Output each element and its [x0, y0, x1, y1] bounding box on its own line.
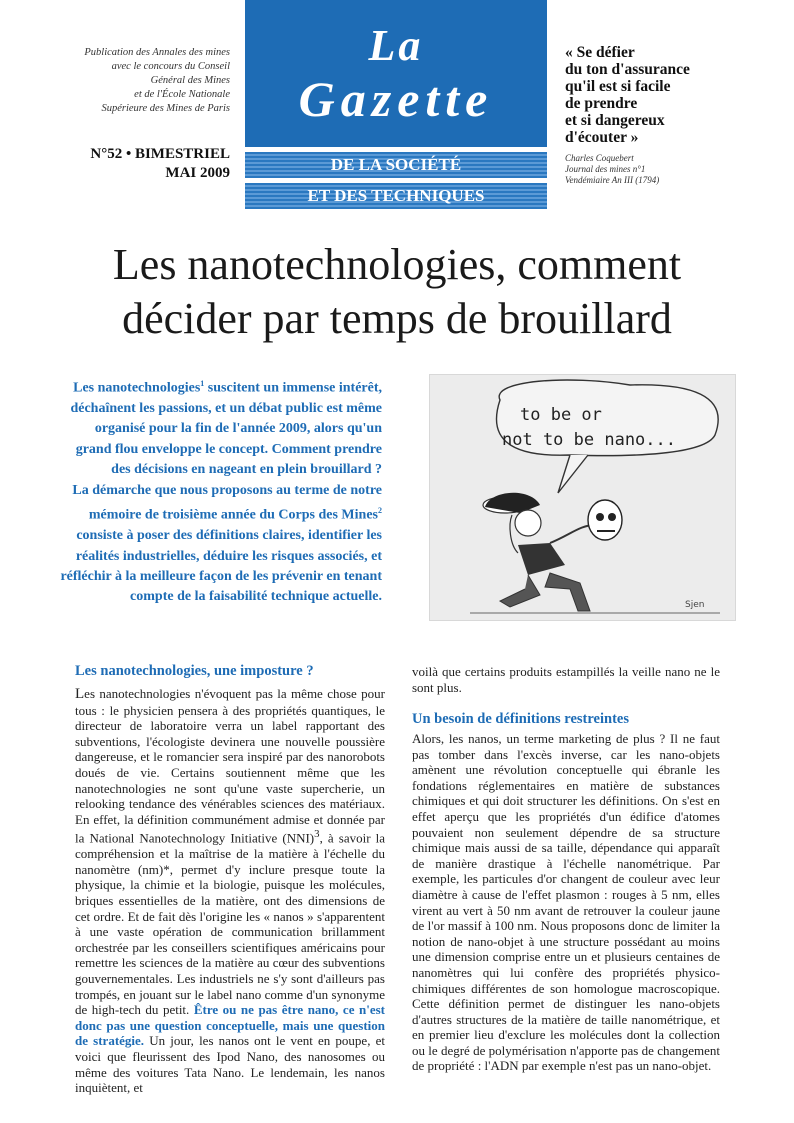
masthead-title-la: La: [368, 21, 424, 70]
publisher-credits: [60, 46, 230, 116]
publisher-line: avec le concours du Conseil: [111, 61, 230, 72]
epigraph-line: « Se défier: [565, 44, 635, 61]
skull-eye: [608, 513, 616, 521]
headline-line: Les nanotechnologies, comment: [112, 240, 682, 289]
speech-bubble-tail: [558, 455, 588, 493]
face: [515, 510, 541, 536]
epigraph-quote: [565, 44, 765, 146]
skull-eye: [596, 513, 604, 521]
leg-back: [500, 575, 540, 607]
section1-emphasis: Être ou ne pas être nano, ce n'est donc pas une question conceptuelle, mais une question de stratégie.: [75, 1002, 385, 1049]
epigraph-line: de prendre: [565, 95, 638, 112]
masthead-title-block: [245, 0, 547, 147]
section-title-definitions: Un besoin de définitions restreintes: [412, 711, 629, 727]
issue-date: MAI 2009: [165, 165, 230, 181]
lead-paragraph-2-end: consiste à poser des définitions claires, identifier les réalités industrielles, déduire les risques associés, et réfléchir à la meilleure façon de les prévenir en tenant compte de la faisabilité technique actuelle.: [60, 528, 382, 605]
masthead-subtitle-1: DE LA SOCIÉTÉ: [245, 152, 547, 178]
arm: [550, 525, 595, 543]
masthead-subtitle-2: ET DES TECHNIQUES: [245, 183, 547, 209]
article-headline: [40, 238, 754, 346]
leg-front: [545, 573, 590, 611]
section-body-imposture: [75, 686, 385, 1096]
cartoon-drawing: [430, 375, 735, 620]
epigraph-source-line: Charles Coquebert: [565, 153, 634, 163]
epigraph-line: du ton d'assurance: [565, 61, 690, 78]
footnote-ref: 3: [314, 828, 320, 841]
epigraph-source: [565, 153, 765, 186]
torso: [518, 543, 565, 575]
speech-line-2: not to be nano...: [502, 430, 676, 450]
epigraph-line: qu'il est si facile: [565, 78, 671, 95]
publisher-line: Supérieure des Mines de Paris: [101, 103, 230, 114]
cartoon-illustration: [429, 374, 736, 621]
drop-cap: L: [75, 686, 85, 702]
article-lead: [60, 374, 382, 608]
epigraph-source-line: Vendémiaire An III (1794): [565, 175, 660, 185]
section-body-definitions: Alors, les nanos, un terme marketing de plus ? Il ne faut pas tomber dans l'excès inverse, car les nano-objets amènent une révolution conceptuelle qui ébranle les fondations réglementaires en matière de substances chimiques et qui doit structurer les définitions. On s'est en effet aperçu que les propriétés d'un édifice d'atomes pouvaient non seulement dépendre de sa structure chimique mais aussi de sa taille, dépendance qui apparaît de manière drastique à l'échelle nanométrique. Par exemple, les particules d'or changent de couleur avec leur diamètre à cause de l'effet plasmon : rouges à 5 nm, elles virent au vert à 50 nm avant de retrouver la couleur jaune de l'or massif à 100 nm. Nous proposons donc de limiter la notion de nano-objet à une structure possédant au moins une dimension comprise entre un et plusieurs centaines de nanomètres qui lui confère des propriétés physico-chimiques différentes de son homologue macroscopique. Cette définition permet de distinguer les nano-objets d'autres structures de la matière de taille nanométrique, et en premier lieu d'exclure les molécules dont la collection ou le degré de polymérisation n'apporte pas de changement de propriété : l'ADN par exemple n'est pas un nano-objet.: [412, 731, 720, 1074]
publisher-line: et de l'École Nationale: [134, 89, 230, 100]
lead-start: Les nanotechnologies: [73, 380, 201, 396]
speech-line-1: to be or: [520, 405, 602, 425]
section-title-imposture: Les nanotechnologies, une imposture ?: [75, 663, 314, 679]
skull: [588, 500, 622, 540]
epigraph-source-line: Journal des mines n°1: [565, 164, 646, 174]
lead-paragraph-1: suscitent un immense intérêt, déchaînent les passions, et un débat public est même organisé pour la fin de l'année 2009, alors qu'un grand flou enveloppe le concept. Comment prendre des décisions en nageant en plein brouillard ?: [70, 380, 382, 478]
cartoon-signature: Sjen: [685, 600, 705, 610]
section1-text-a: es nanotechnologies n'évoquent pas la même chose pour tous : le physicien pensera à des propriétés quantiques, le directeur de laboratoire verra un label rapportant des subventions, l'écologiste devinera une nouvelle poussière dangereuse, et le romancier sera inspiré par des nanorobots doués de vie. Certains soutiennent même que les nanotechnologies ne sont qu'une vaste supercherie, un relooking tendance des vénérables sciences des matériaux. En effet, la définition communément admise et donnée par la National Nanotechnology Initiative (NNI): [75, 686, 385, 846]
lead-paragraph-2: La démarche que nous proposons au terme de notre mémoire de troisième année du Corps des Mines: [72, 482, 382, 523]
publisher-line: Général des Mines: [150, 75, 230, 86]
epigraph-line: et si dangereux: [565, 112, 665, 129]
publisher-line: Publication des Annales des mines: [84, 47, 230, 58]
epigraph-line: d'écouter »: [565, 129, 639, 146]
section-continuation: voilà que certains produits estampillés la veille nano ne le sont plus.: [412, 664, 720, 695]
issue-info: [60, 145, 230, 183]
headline-line: décider par temps de brouillard: [122, 294, 672, 343]
masthead-title-gazette: Gazette: [298, 71, 494, 127]
footnote-ref: 2: [378, 506, 382, 516]
footnote-ref: 1: [200, 379, 205, 388]
section1-text-c: Un jour, les nanos ont le vent en poupe, et voici que fleurissent des Ipod Nano, des nanosomes ou même des voitures Tata Nano. Le lendemain, les nanos inquiètent, et: [75, 1033, 385, 1096]
section1-text-b: , à savoir la compréhension et la maîtrise de la matière à l'échelle du nanomètre (nm)*, permet d'y inclure presque toute la physique, la chimie et la biologie, puisque les molécules, briques essentielles de la matière, ont des dimensions de cet ordre. Et de fait dès l'origine les « nanos » s'apparentent à une vaste opération de communication brillamment orchestrée par les conseillers scientifiques américains pour remettre les sciences de la matière au cœur des subventions gouvernementales. Les industriels ne s'y sont d'ailleurs pas trompés, en jouant sur le label nano comme d'un synonyme de high-tech du petit.: [75, 830, 386, 1018]
issue-number: N°52 • BIMESTRIEL: [90, 146, 230, 162]
